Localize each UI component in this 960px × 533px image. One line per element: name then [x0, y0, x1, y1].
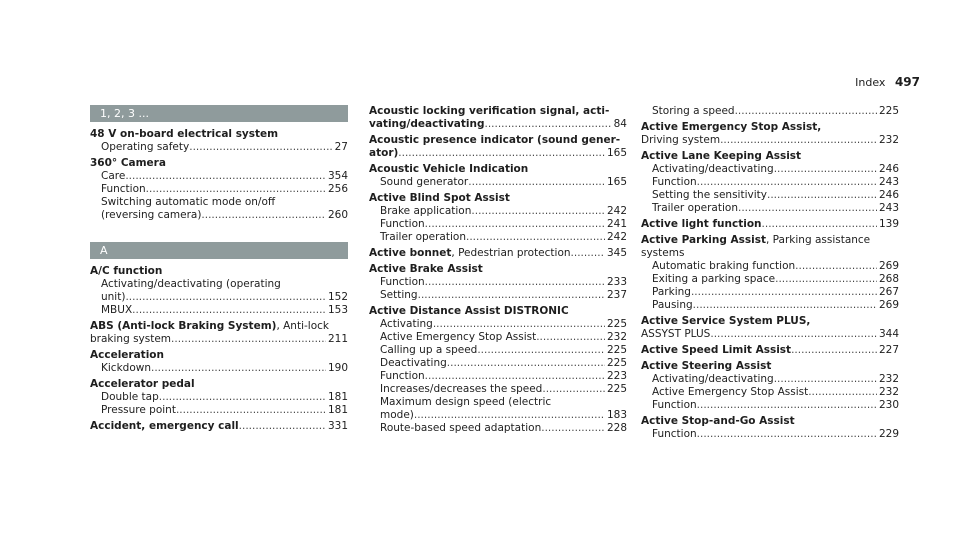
page-ref: 181 — [327, 404, 348, 416]
index-entry — [369, 305, 627, 435]
index-entry — [641, 121, 899, 147]
entry-heading — [641, 344, 791, 357]
index-line — [369, 276, 627, 289]
entry-heading — [369, 163, 627, 176]
index-term: Deactivating — [380, 357, 447, 369]
entry-heading — [90, 265, 348, 278]
page-ref: 345 — [606, 247, 627, 259]
page-ref: 225 — [606, 318, 627, 330]
dot-leader — [795, 260, 877, 273]
index-entry — [641, 218, 899, 231]
page-ref: 227 — [878, 344, 899, 356]
index-entry — [90, 157, 348, 222]
heading-text: Active Service System PLUS, — [641, 315, 811, 327]
dot-leader — [693, 299, 877, 312]
index-line — [90, 304, 348, 317]
dot-leader — [775, 273, 877, 286]
entry-heading — [90, 320, 348, 333]
index-term: Activating/deactivating — [652, 163, 774, 175]
index-column-2 — [369, 105, 627, 438]
dot-leader — [735, 105, 877, 118]
dot-leader — [738, 202, 877, 215]
index-term: Storing a speed — [652, 105, 735, 117]
page-ref: 232 — [878, 134, 899, 146]
heading-text: Active Emergency Stop Assist, — [641, 121, 822, 133]
index-term: Operating safety — [101, 141, 190, 153]
index-term: Function — [101, 183, 146, 195]
page-ref: 229 — [878, 428, 899, 440]
index-term: Trailer operation — [652, 202, 738, 214]
index-term: Function — [380, 218, 425, 230]
dot-leader — [697, 428, 877, 441]
index-term: Active Emergency Stop Assist — [380, 331, 537, 343]
index-line — [369, 422, 627, 435]
page-ref: 354 — [327, 170, 348, 182]
page-number: 497 — [894, 75, 920, 89]
index-line — [369, 289, 627, 302]
index-entry — [90, 378, 348, 417]
index-term: Activating/deactivating — [652, 373, 774, 385]
index-line — [369, 396, 627, 409]
page-ref: 344 — [878, 328, 899, 340]
index-term: braking system — [90, 333, 172, 345]
dot-leader — [471, 205, 605, 218]
page-header — [855, 75, 920, 89]
dot-leader — [433, 318, 605, 331]
heading-text: 48 V on-board electrical system — [90, 128, 279, 140]
index-line — [641, 286, 899, 299]
entry-heading: Acoustic presence indicator (sound gener- — [369, 134, 621, 146]
index-term: Double tap — [101, 391, 159, 403]
header-label: Index — [855, 76, 886, 89]
index-line — [90, 183, 348, 196]
index-term: Setting the sensitivity — [652, 189, 767, 201]
dot-leader — [791, 344, 877, 357]
dot-leader — [697, 399, 877, 412]
index-entry — [369, 247, 627, 260]
index-entry — [90, 420, 348, 433]
index-entry — [90, 320, 348, 346]
index-term: Function — [652, 428, 697, 440]
index-entry — [90, 128, 348, 154]
page-ref: 232 — [878, 386, 899, 398]
page-ref: 269 — [878, 299, 899, 311]
index-term: Increases/decreases the speed — [380, 383, 543, 395]
index-entry — [641, 344, 899, 357]
dot-leader — [542, 383, 605, 396]
index-line — [90, 404, 348, 417]
entry-heading — [90, 157, 348, 170]
index-entry — [641, 315, 899, 341]
index-line — [369, 247, 627, 260]
index-line — [90, 141, 348, 154]
dot-leader — [189, 141, 332, 154]
page-ref: 243 — [878, 202, 899, 214]
index-term: Sound generator — [380, 176, 469, 188]
dot-leader — [125, 291, 326, 304]
entry-heading — [369, 263, 627, 276]
index-line — [369, 231, 627, 244]
heading-text: Accident, emergency call — [90, 420, 239, 432]
index-term: Exiting a parking space — [652, 273, 776, 285]
index-line — [641, 328, 899, 341]
page-ref: 243 — [878, 176, 899, 188]
dot-leader — [159, 391, 326, 404]
page-ref: 232 — [606, 331, 627, 343]
index-line — [641, 105, 899, 118]
page-ref: 225 — [878, 105, 899, 117]
entry-heading — [641, 150, 899, 163]
index-term: Activating/deactivating (operating — [101, 278, 281, 290]
dot-leader — [171, 333, 326, 346]
page-ref: 241 — [606, 218, 627, 230]
dot-leader — [477, 344, 605, 357]
page-ref: 139 — [878, 218, 899, 230]
entry-heading — [641, 415, 899, 428]
heading-text: Acceleration — [90, 349, 164, 361]
index-entry — [641, 234, 899, 312]
index-line — [369, 344, 627, 357]
page-ref: 331 — [327, 420, 348, 432]
index-term: Automatic braking function — [652, 260, 796, 272]
dot-leader — [418, 289, 605, 302]
dot-leader — [536, 331, 605, 344]
index-line — [641, 134, 899, 147]
heading-text: Active Distance Assist DISTRONIC — [369, 305, 569, 317]
index-line — [641, 386, 899, 399]
index-line — [369, 147, 627, 160]
page-ref: 242 — [606, 231, 627, 243]
index-term: Function — [380, 276, 425, 288]
index-term: Calling up a speed — [380, 344, 478, 356]
index-line — [641, 163, 899, 176]
index-entry — [369, 263, 627, 302]
dot-leader — [774, 373, 877, 386]
dot-leader — [425, 218, 605, 231]
page-ref: 152 — [327, 291, 348, 303]
page-ref: 225 — [606, 383, 627, 395]
heading-text: Active bonnet — [369, 247, 452, 259]
index-line — [641, 273, 899, 286]
index-line — [90, 420, 348, 433]
index-term: Parking — [652, 286, 691, 298]
index-term: Maximum design speed (electric — [380, 396, 552, 408]
index-term: Switching automatic mode on/off — [101, 196, 276, 208]
section-header: 1, 2, 3 ... — [90, 105, 348, 122]
heading-text: Active Parking Assist — [641, 234, 766, 246]
dot-leader — [710, 328, 877, 341]
page-ref: 225 — [606, 344, 627, 356]
dot-leader — [201, 209, 326, 222]
entry-heading — [641, 315, 899, 328]
heading-text: Active Stop-and-Go Assist — [641, 415, 795, 427]
index-line — [369, 383, 627, 396]
heading-text: Active Lane Keeping Assist — [641, 150, 802, 162]
section-header: A — [90, 242, 348, 259]
dot-leader — [468, 176, 605, 189]
index-line — [369, 318, 627, 331]
dot-leader — [774, 163, 877, 176]
page-ref: 183 — [606, 409, 627, 421]
index-line — [641, 189, 899, 202]
heading-text: A/C function — [90, 265, 163, 277]
index-term: MBUX — [101, 304, 133, 316]
heading-text: Active Steering Assist — [641, 360, 772, 372]
dot-leader — [697, 176, 877, 189]
index-entry — [369, 163, 627, 189]
heading-text: Active Speed Limit Assist — [641, 344, 792, 356]
index-entry — [641, 105, 899, 118]
index-line — [369, 218, 627, 231]
entry-heading — [90, 128, 348, 141]
index-line — [369, 357, 627, 370]
dot-leader — [125, 170, 326, 183]
dot-leader — [466, 231, 605, 244]
index-line — [641, 399, 899, 412]
page-ref: 237 — [606, 289, 627, 301]
entry-heading — [369, 192, 627, 205]
heading-text: Active light function — [641, 218, 762, 230]
heading-text: ABS (Anti-lock Braking System) — [90, 320, 277, 332]
entry-heading — [369, 305, 627, 318]
index-line — [641, 218, 899, 231]
index-term: Driving system — [641, 134, 721, 146]
index-line — [369, 331, 627, 344]
entry-heading — [90, 378, 348, 391]
page-ref: 256 — [327, 183, 348, 195]
page-ref: 268 — [878, 273, 899, 285]
page-ref: 153 — [327, 304, 348, 316]
page-ref: 242 — [606, 205, 627, 217]
index-line — [641, 202, 899, 215]
index-column-1 — [90, 105, 348, 436]
index-line — [641, 373, 899, 386]
index-term: (reversing camera) — [101, 209, 202, 221]
index-line — [641, 176, 899, 189]
index-term: Trailer operation — [380, 231, 466, 243]
index-term: Route-based speed adaptation — [380, 422, 542, 434]
index-term: Function — [652, 399, 697, 411]
dot-leader — [398, 147, 605, 160]
entry-heading — [641, 121, 899, 134]
dot-leader — [571, 247, 605, 260]
page-ref: 269 — [878, 260, 899, 272]
entry-heading — [641, 360, 899, 373]
page-ref: 165 — [606, 147, 627, 159]
index-term: Pausing — [652, 299, 693, 311]
index-line — [369, 118, 627, 131]
entry-heading: Acoustic locking verification signal, acti- — [369, 105, 610, 117]
page-ref: 267 — [878, 286, 899, 298]
dot-leader — [447, 357, 605, 370]
index-line — [90, 170, 348, 183]
index-line — [641, 260, 899, 273]
index-term: mode) — [380, 409, 414, 421]
page-ref: 165 — [606, 176, 627, 188]
page-ref: 84 — [613, 118, 627, 130]
dot-leader — [762, 218, 877, 231]
index-term: Activating — [380, 318, 433, 330]
index-line — [369, 409, 627, 422]
index-term: ator) — [369, 147, 399, 159]
index-entry — [369, 105, 627, 131]
dot-leader — [691, 286, 877, 299]
index-term: Function — [652, 176, 697, 188]
index-line — [90, 196, 348, 209]
page-ref: 225 — [606, 357, 627, 369]
dot-leader — [541, 422, 605, 435]
page-ref: 211 — [327, 333, 348, 345]
dot-leader — [239, 420, 326, 433]
page-ref: 230 — [878, 399, 899, 411]
dot-leader — [151, 362, 326, 375]
index-line — [90, 333, 348, 346]
dot-leader — [425, 276, 605, 289]
heading-text: Active Blind Spot Assist — [369, 192, 510, 204]
index-entry — [641, 360, 899, 412]
index-line — [90, 278, 348, 291]
index-term: Pressure point — [101, 404, 176, 416]
index-term: Function — [380, 370, 425, 382]
entry-heading — [641, 218, 762, 231]
index-line — [369, 205, 627, 218]
index-line — [369, 176, 627, 189]
index-entry — [641, 150, 899, 215]
dot-leader — [414, 409, 605, 422]
index-term: unit) — [101, 291, 126, 303]
heading-tail: , Parking assistance systems — [641, 234, 871, 259]
index-line — [641, 344, 899, 357]
index-term: ASSYST PLUS — [641, 328, 711, 340]
index-line — [90, 291, 348, 304]
index-entry — [369, 192, 627, 244]
index-line — [369, 370, 627, 383]
page-ref: 228 — [606, 422, 627, 434]
index-term: vating/deactivating — [369, 118, 485, 130]
index-column-3 — [641, 105, 899, 444]
entry-heading — [641, 234, 899, 260]
index-term: Setting — [380, 289, 418, 301]
entry-heading — [90, 420, 239, 433]
page-ref: 246 — [878, 163, 899, 175]
entry-heading — [90, 349, 348, 362]
heading-tail: , Pedestrian protection — [451, 247, 571, 259]
index-line — [641, 428, 899, 441]
heading-tail: , Anti-lock — [276, 320, 329, 332]
dot-leader — [146, 183, 326, 196]
heading-text: Accelerator pedal — [90, 378, 195, 390]
page-ref: 260 — [327, 209, 348, 221]
dot-leader — [767, 189, 877, 202]
dot-leader — [176, 404, 326, 417]
heading-text: Active Brake Assist — [369, 263, 483, 275]
heading-text: 360° Camera — [90, 157, 166, 169]
index-term: Active Emergency Stop Assist — [652, 386, 809, 398]
page-ref: 233 — [606, 276, 627, 288]
page-ref: 190 — [327, 362, 348, 374]
index-line — [641, 299, 899, 312]
index-line — [90, 209, 348, 222]
page-ref: 27 — [334, 141, 348, 153]
index-line — [90, 362, 348, 375]
entry-heading — [369, 247, 571, 260]
index-entry — [90, 265, 348, 317]
dot-leader — [425, 370, 605, 383]
page-ref: 181 — [327, 391, 348, 403]
index-term: Brake application — [380, 205, 472, 217]
dot-leader — [720, 134, 877, 147]
index-entry — [90, 349, 348, 375]
index-entry — [641, 415, 899, 441]
index-line — [90, 391, 348, 404]
index-term: Care — [101, 170, 126, 182]
dot-leader — [132, 304, 326, 317]
dot-leader — [484, 118, 611, 131]
index-term: Kickdown — [101, 362, 151, 374]
page-ref: 232 — [878, 373, 899, 385]
dot-leader — [808, 386, 877, 399]
page-ref: 246 — [878, 189, 899, 201]
heading-text: Acoustic Vehicle Indication — [369, 163, 529, 175]
page-ref: 223 — [606, 370, 627, 382]
index-entry — [369, 134, 627, 160]
